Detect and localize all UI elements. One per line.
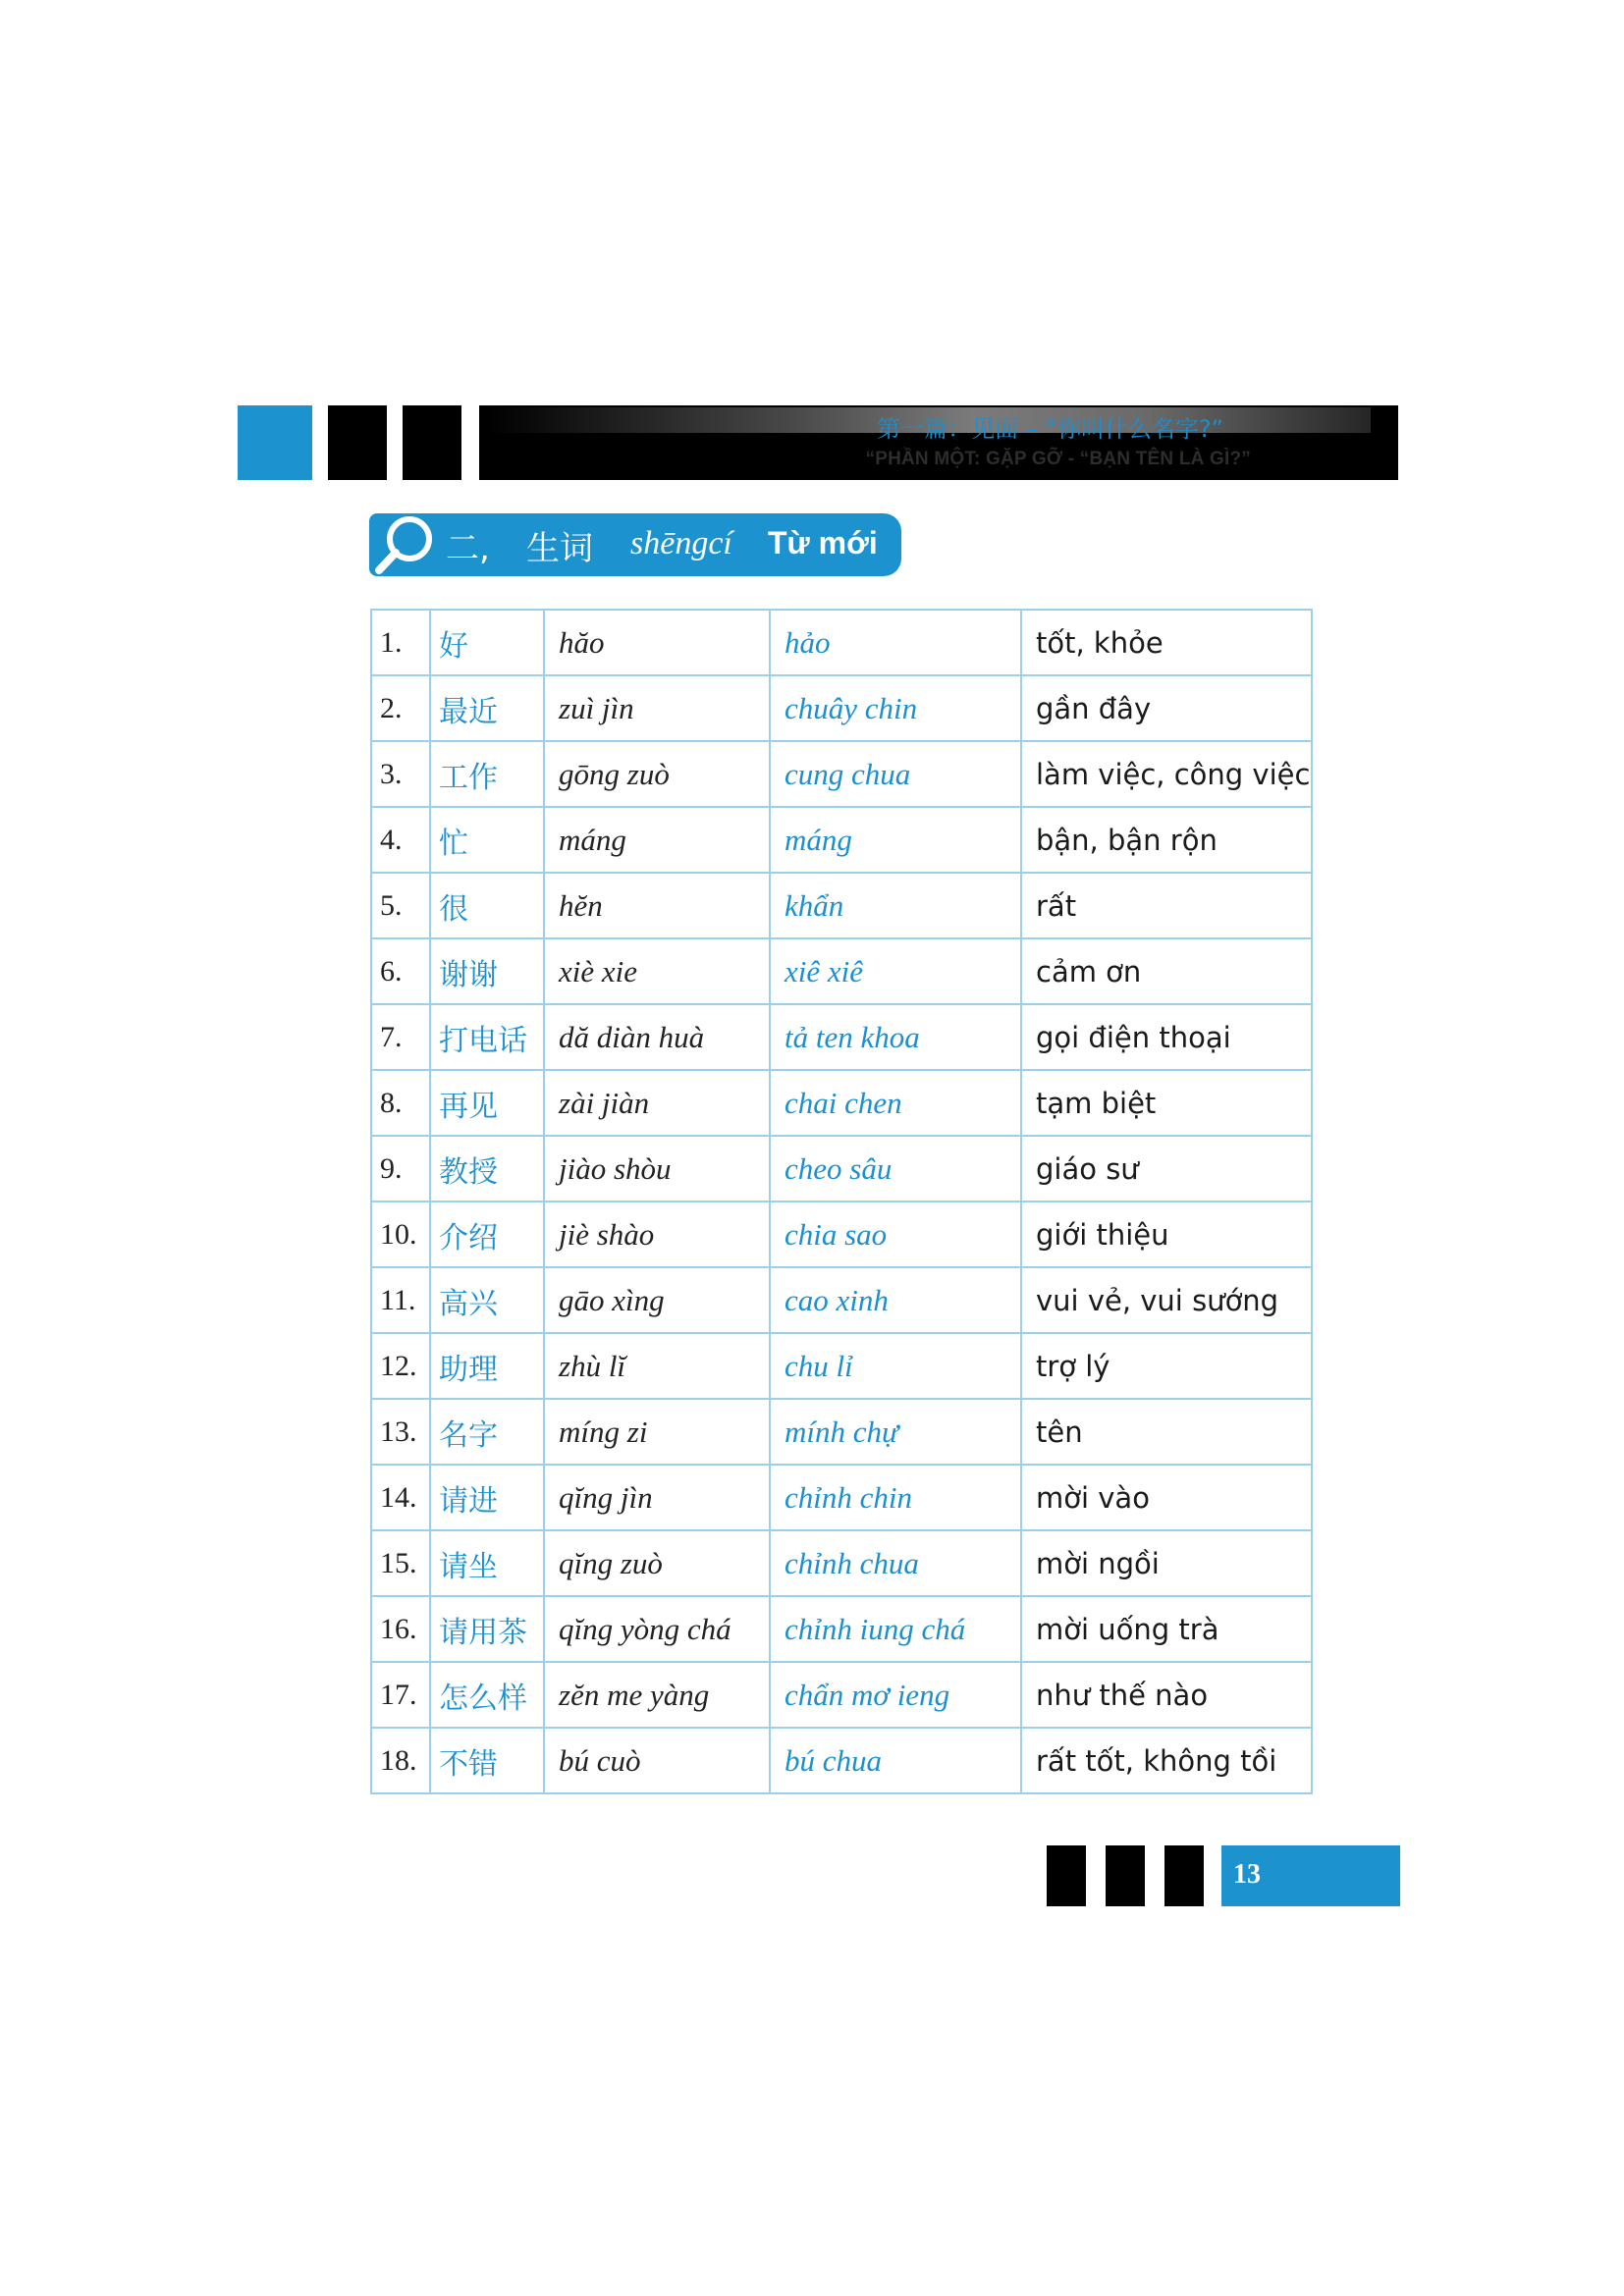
- vietnamese-meaning: vui vẻ, vui sướng: [1021, 1267, 1312, 1333]
- pinyin: hăo: [544, 610, 770, 675]
- footer-black-block: [1164, 1845, 1204, 1906]
- table-row: [371, 807, 1312, 873]
- vietnamese-meaning: rất: [1021, 873, 1312, 938]
- vietnamese-meaning: bận, bận rộn: [1021, 807, 1312, 873]
- chinese-word: 请进: [430, 1465, 544, 1530]
- section-title-vietnamese: Từ mới: [768, 525, 878, 561]
- pinyin: zhù lĭ: [544, 1333, 770, 1399]
- chinese-word: 请用茶: [430, 1596, 544, 1662]
- vietnamese-transcription: xiê xiê: [770, 938, 1021, 1004]
- header-blue-block: [238, 405, 312, 480]
- chinese-word: 不错: [430, 1728, 544, 1793]
- vietnamese-transcription: chỉnh chua: [770, 1530, 1021, 1596]
- header-black-block: [403, 405, 461, 480]
- vietnamese-meaning: làm việc, công việc: [1021, 741, 1312, 807]
- vietnamese-meaning: tạm biệt: [1021, 1070, 1312, 1136]
- vietnamese-transcription: chu lỉ: [770, 1333, 1021, 1399]
- vietnamese-meaning: mời ngồi: [1021, 1530, 1312, 1596]
- chapter-title-chinese: 第一篇：见面 – “你叫什么名字?”: [877, 415, 1223, 443]
- pinyin: zuì jìn: [544, 675, 770, 741]
- vocab-number: 18.: [371, 1728, 430, 1793]
- table-row: [371, 675, 1312, 741]
- vietnamese-transcription: cung chua: [770, 741, 1021, 807]
- footer-black-block: [1106, 1845, 1145, 1906]
- section-title-chinese: 生词: [526, 529, 593, 568]
- section-title-pinyin: shēngcí: [630, 525, 732, 561]
- vocab-number: 11.: [371, 1267, 430, 1333]
- table-row: [371, 1004, 1312, 1070]
- table-row: [371, 1662, 1312, 1728]
- chinese-word: 打电话: [430, 1004, 544, 1070]
- vocab-number: 1.: [371, 610, 430, 675]
- vocab-number: 2.: [371, 675, 430, 741]
- vocab-number: 14.: [371, 1465, 430, 1530]
- table-row: [371, 938, 1312, 1004]
- table-row: [371, 741, 1312, 807]
- vietnamese-meaning: gọi điện thoại: [1021, 1004, 1312, 1070]
- table-row: [371, 610, 1312, 675]
- pinyin: qĭng yòng chá: [544, 1596, 770, 1662]
- chinese-word: 介绍: [430, 1201, 544, 1267]
- table-row: [371, 1267, 1312, 1333]
- chinese-word: 高兴: [430, 1267, 544, 1333]
- vietnamese-transcription: chỉnh iung chá: [770, 1596, 1021, 1662]
- vocab-number: 17.: [371, 1662, 430, 1728]
- vocab-number: 7.: [371, 1004, 430, 1070]
- vocab-number: 13.: [371, 1399, 430, 1465]
- vocab-number: 6.: [371, 938, 430, 1004]
- table-row: [371, 1530, 1312, 1596]
- vocab-number: 4.: [371, 807, 430, 873]
- chinese-word: 最近: [430, 675, 544, 741]
- pinyin: máng: [544, 807, 770, 873]
- header-black-block: [328, 405, 387, 480]
- vietnamese-meaning: mời vào: [1021, 1465, 1312, 1530]
- pinyin: gāo xìng: [544, 1267, 770, 1333]
- vietnamese-transcription: tả ten khoa: [770, 1004, 1021, 1070]
- vietnamese-meaning: tốt, khỏe: [1021, 610, 1312, 675]
- vietnamese-transcription: chẩn mơ ieng: [770, 1662, 1021, 1728]
- footer-black-block: [1047, 1845, 1086, 1906]
- vietnamese-meaning: rất tốt, không tồi: [1021, 1728, 1312, 1793]
- vietnamese-meaning: gần đây: [1021, 675, 1312, 741]
- pinyin: hĕn: [544, 873, 770, 938]
- pinyin: qĭng jìn: [544, 1465, 770, 1530]
- table-row: [371, 1136, 1312, 1201]
- vietnamese-meaning: giáo sư: [1021, 1136, 1312, 1201]
- table-row: [371, 1070, 1312, 1136]
- pinyin: jiào shòu: [544, 1136, 770, 1201]
- vocab-number: 12.: [371, 1333, 430, 1399]
- pinyin: dă diàn huà: [544, 1004, 770, 1070]
- table-row: [371, 1333, 1312, 1399]
- vietnamese-transcription: mính chự: [770, 1399, 1021, 1465]
- section-number: 二,: [446, 529, 490, 568]
- chapter-header-bar: [479, 405, 1398, 480]
- vietnamese-transcription: bú chua: [770, 1728, 1021, 1793]
- vocab-number: 16.: [371, 1596, 430, 1662]
- vietnamese-transcription: chỉnh chin: [770, 1465, 1021, 1530]
- table-row: [371, 1201, 1312, 1267]
- vietnamese-transcription: cao xinh: [770, 1267, 1021, 1333]
- vocab-number: 5.: [371, 873, 430, 938]
- page-number: 13: [1233, 1859, 1261, 1890]
- chinese-word: 好: [430, 610, 544, 675]
- vietnamese-meaning: tên: [1021, 1399, 1312, 1465]
- vocab-number: 8.: [371, 1070, 430, 1136]
- pinyin: zĕn me yàng: [544, 1662, 770, 1728]
- vietnamese-transcription: khẩn: [770, 873, 1021, 938]
- vietnamese-meaning: cảm ơn: [1021, 938, 1312, 1004]
- vietnamese-transcription: hảo: [770, 610, 1021, 675]
- vocab-number: 10.: [371, 1201, 430, 1267]
- chinese-word: 很: [430, 873, 544, 938]
- vietnamese-transcription: chai chen: [770, 1070, 1021, 1136]
- chinese-word: 再见: [430, 1070, 544, 1136]
- chinese-word: 谢谢: [430, 938, 544, 1004]
- chapter-title-vietnamese: “PHẦN MỘT: GẶP GỠ - “BẠN TÊN LÀ GÌ?”: [865, 449, 1251, 469]
- pinyin: qĭng zuò: [544, 1530, 770, 1596]
- vietnamese-meaning: giới thiệu: [1021, 1201, 1312, 1267]
- magnifier-icon: [371, 513, 436, 578]
- table-row: [371, 1728, 1312, 1793]
- vietnamese-transcription: chuây chin: [770, 675, 1021, 741]
- pinyin: gōng zuò: [544, 741, 770, 807]
- chinese-word: 教授: [430, 1136, 544, 1201]
- pinyin: jiè shào: [544, 1201, 770, 1267]
- vietnamese-transcription: máng: [770, 807, 1021, 873]
- vocabulary-table-body: [371, 610, 1312, 1793]
- pinyin: zài jiàn: [544, 1070, 770, 1136]
- table-row: [371, 1399, 1312, 1465]
- table-row: [371, 873, 1312, 938]
- vietnamese-transcription: cheo sâu: [770, 1136, 1021, 1201]
- vocab-number: 15.: [371, 1530, 430, 1596]
- table-row: [371, 1596, 1312, 1662]
- vietnamese-transcription: chia sao: [770, 1201, 1021, 1267]
- chinese-word: 名字: [430, 1399, 544, 1465]
- section-heading: [369, 513, 901, 576]
- chinese-word: 忙: [430, 807, 544, 873]
- vietnamese-meaning: trợ lý: [1021, 1333, 1312, 1399]
- vocab-number: 3.: [371, 741, 430, 807]
- vietnamese-meaning: mời uống trà: [1021, 1596, 1312, 1662]
- vocab-number: 9.: [371, 1136, 430, 1201]
- page-number-box: [1221, 1845, 1400, 1906]
- table-row: [371, 1465, 1312, 1530]
- chinese-word: 怎么样: [430, 1662, 544, 1728]
- pinyin: xiè xie: [544, 938, 770, 1004]
- vocabulary-table: [370, 609, 1313, 1794]
- chinese-word: 请坐: [430, 1530, 544, 1596]
- vietnamese-meaning: như thế nào: [1021, 1662, 1312, 1728]
- pinyin: míng zi: [544, 1399, 770, 1465]
- pinyin: bú cuò: [544, 1728, 770, 1793]
- chinese-word: 工作: [430, 741, 544, 807]
- chinese-word: 助理: [430, 1333, 544, 1399]
